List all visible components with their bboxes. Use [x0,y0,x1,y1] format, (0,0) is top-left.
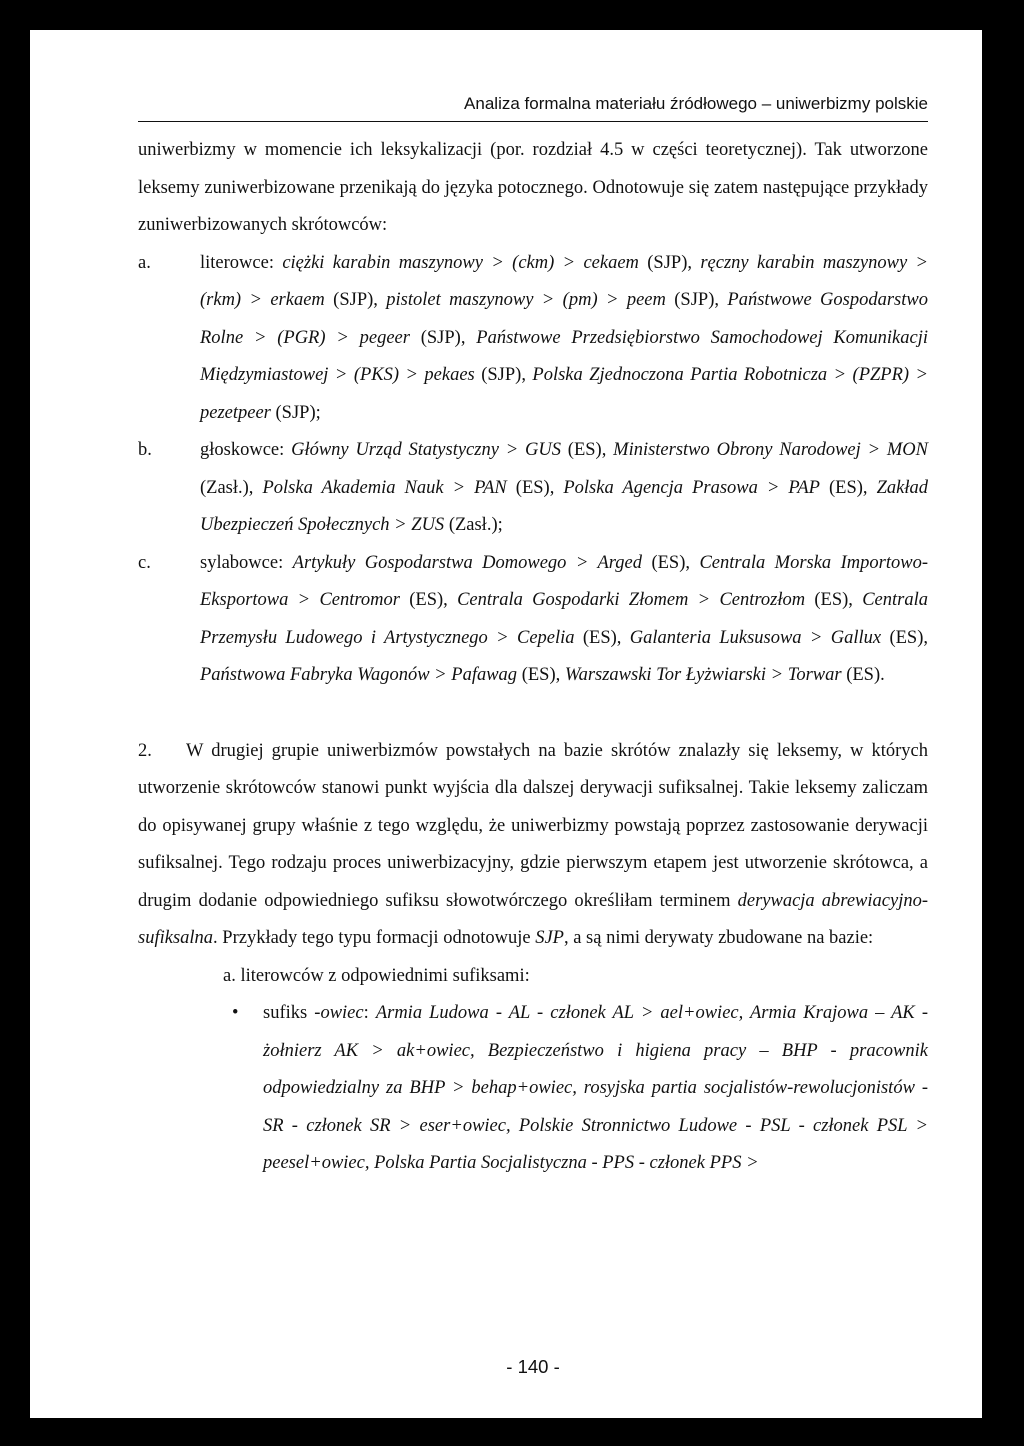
text-run: sufiks [263,1003,315,1023]
italic-text: Ministerstwo Obrony Narodowej > MON [613,440,928,460]
italic-text: ciężki karabin maszynowy > (ckm) > cekaem [282,252,639,273]
body-text [138,132,928,1183]
italic-text: ręczny karabin maszynowy > (rkm) > erkaem [200,252,928,310]
text-run: sylabowce: [200,552,293,573]
italic-text: Główny Urząd Statystyczny > GUS [291,440,561,460]
list-item-text [200,553,928,686]
text-run: (SJP), [324,290,387,310]
list-item-a [138,245,928,433]
italic-text: Warszawski Tor Łyżwiarski > Torwar [564,665,842,685]
text-run: (ES), [819,477,877,498]
list-item-c [138,545,928,695]
text-run: (ES), [506,477,564,498]
page-number: - 140 - [506,1356,560,1377]
italic-text: Artykuły Gospodarstwa Domowego > Arged [292,552,642,573]
italic-text: Polska Akademia Nauk > PAN [262,477,507,498]
bullet-icon: • [232,1003,239,1023]
italic-text: Zakład Ubezpieczeń Społecznych > ZUS [200,477,928,535]
text-run: (ES). [841,665,885,685]
text-run: (ES), [399,590,458,610]
text-run: (SJP), [665,290,728,310]
text-run: głoskowce: [200,440,292,460]
italic-text: Polska Zjednoczona Partia Robotnicza > (PZPR) > pezetpeer [200,365,928,423]
text-run: : [363,1003,376,1023]
text-run: (Zasł.), [200,477,263,498]
text-run: (SJP), [409,327,477,348]
intro-paragraph: uniwerbizmy w momencie ich leksykalizacji (por. rozdział 4.5 w części teoretycznej). Tak utworzone leksemy zuniwerbizowane przenikają do języka potocznego. Odnotowuje się zatem następujące przykłady zuniwerbizowanych skrótowców: [138,140,928,235]
running-header: Analiza formalna materiału źródłowego – uniwerbizmy polskie [464,94,928,113]
text-run: (ES), [517,665,565,685]
text-run: (SJP), [474,365,533,385]
text-run: (SJP), [638,252,701,273]
text-run: (Zasł.); [444,515,503,535]
list-marker: c. [138,552,151,573]
bullet-item [138,995,928,1183]
list-item-text [200,440,928,535]
text-run: W drugiej grupie uniwerbizmów powstałych na bazie skrótów znalazły się leksemy, w których utworzenie skrótowców stanowi punkt wyjścia dla dalszej derywacji sufiksalnej. Takie leksemy zaliczam do opisywanej grupy właśnie z tego względu, że uniwerbizmy powstają poprzez zastosowanie derywacji sufiksalnej. Tego rodzaju proces uniwerbizacyjny, gdzie pierwszym etapem jest utworzenie skrótowca, a drugim dodanie odpowiedniego sufiksu słowotwórczego określiłam terminem [138,740,928,911]
sub-list-label: a. literowców z odpowiednimi sufiksami: [223,965,530,986]
bullet-text [263,1003,928,1173]
italic-text: Centrala Morska Importowo-Eksportowa > Centromor [200,552,928,610]
italic-text: pistolet maszynowy > (pm) > peem [386,290,666,310]
text-run: literowce: [200,252,283,273]
italic-text: derywacja abrewiacyjno-sufiksalna [138,890,928,948]
italic-text: Centrala Przemysłu Ludowego i Artystycznego > Cepelia [200,590,928,648]
section-2-paragraph [138,733,928,958]
text-run: . Przykłady tego typu formacji odnotowuje [213,928,536,948]
section-2-text [138,741,928,949]
list-marker: a. [138,252,151,273]
italic-text: Państwowe Przedsiębiorstwo Samochodowej Komunikacji Międzymiastowej > (PKS) > pekaes [200,327,928,385]
italic-text: Centrala Gospodarki Złomem > Centrozłom [457,590,806,610]
italic-text: Polska Agencja Prasowa > PAP [563,477,820,498]
italic-text: Państwowe Gospodarstwo Rolne > (PGR) > pegeer [200,290,928,348]
spacer [138,695,928,733]
italic-text: Armia Ludowa - AL - członek AL > ael+owiec, Armia Krajowa – AK - żołnierz AK > ak+owiec, Bezpieczeństwo i higiena pracy – BHP - pracownik odpowiedzialny za BHP > behap+owiec, rosyjska partia socjalistów-rewolucjonistów - SR - członek SR > eser+owiec, Polskie Stronnictwo Ludowe - PSL - członek PSL > peesel+owiec, Polska Partia Socjalistyczna - PPS - członek PPS > [263,1003,929,1173]
list-item-b [138,432,928,545]
document-page [30,30,982,1418]
text-run: (ES), [642,552,700,573]
text-run: , a są nimi derywaty zbudowane na bazie: [563,928,874,948]
list-item-text [200,253,928,423]
text-run: (ES), [881,627,928,648]
section-number: 2. [138,740,152,761]
header-rule [138,121,928,122]
text-run: (SJP); [270,402,321,423]
text-run: (ES), [574,627,630,648]
text-run: (ES), [561,440,614,460]
text-run: (ES), [805,590,863,610]
italic-text: -owiec [314,1003,364,1023]
list-marker: b. [138,440,152,460]
italic-text: Galanteria Luksusowa > Gallux [629,627,882,648]
italic-text: Państwowa Fabryka Wagonów > Pafawag [200,665,518,685]
italic-text: SJP [535,928,564,948]
